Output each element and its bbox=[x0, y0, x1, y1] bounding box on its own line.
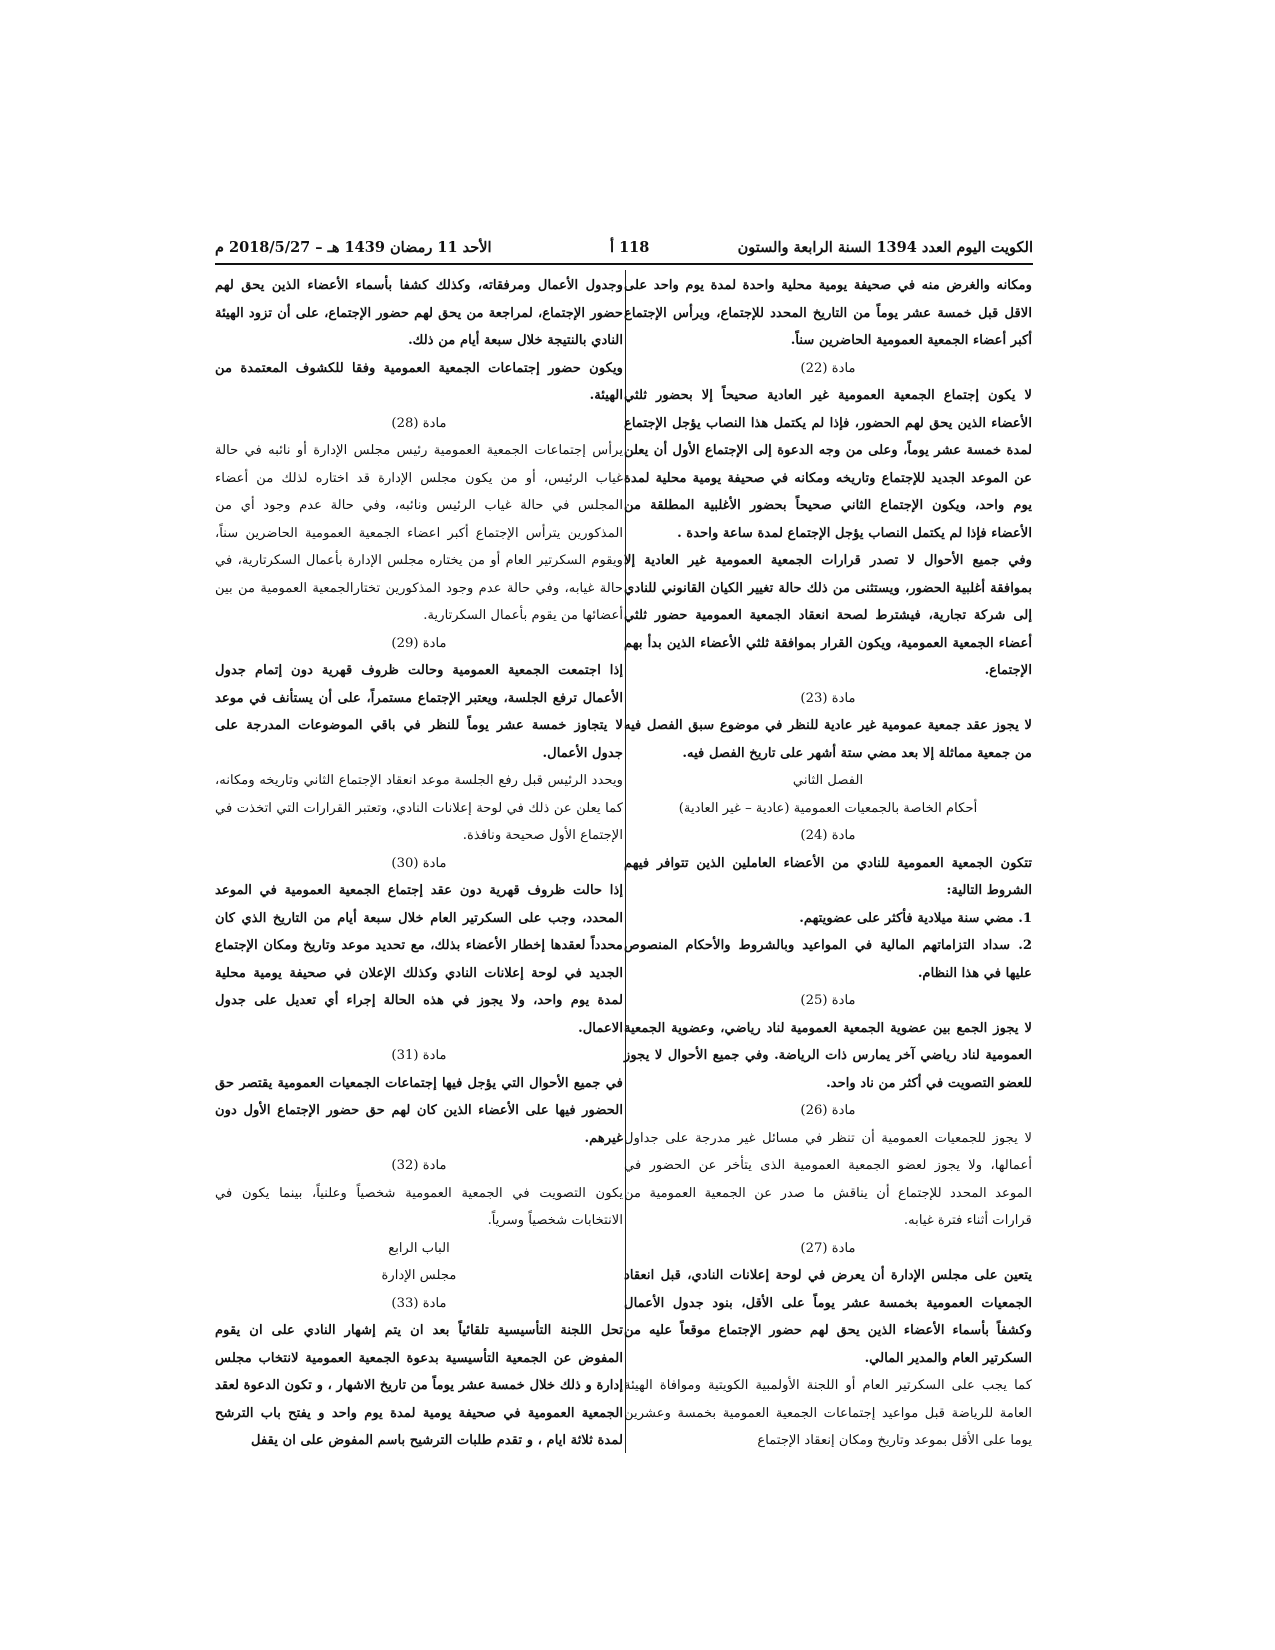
article-22-text: لا يكون إجتماع الجمعية العمومية غير العادية صحيحاً إلا بحضور ثلثي الأعضاء الذين يحق لهم الحضور، فإذا لم يكتمل هذا النصاب يؤجل الإجتماع لمدة خمسة عشر يوماً، وعلى من وجه الدعوة إلى الإجتماع الأول أن يعلن عن الموعد الجديد للإجتماع وتاريخه ومكانه في صحيفة يومية محلية لمدة يوم واحد، ويكون الإجتماع الثاني صحيحاً بحضور الأغلبية المطلقة من الأعضاء فإذا لم يكتمل النصاب يؤجل الإجتماع لمدة ساعة واحدة . bbox=[624, 388, 1032, 541]
article-heading-23: مادة (23) bbox=[800, 690, 856, 706]
article-33-text: تحل اللجنة التأسيسية تلقائياً بعد ان يتم إشهار النادي على ان يقوم المفوض عن الجمعية التأسيسية بدعوة الجمعية العمومية لانتخاب مجلس إدارة و ذلك خلال خمسة عشر يوماً من تاريخ الاشهار ، و تكون الدعوة لعقد الجمعية العمومية في صحيفة يومية لمدة يوم واحد و يفتح باب الترشح لمدة ثلاثة ايام ، و تقدم طلبات الترشيح باسم المفوض على ان يقفل bbox=[215, 1323, 623, 1448]
chapter-heading: الفصل الثاني bbox=[792, 773, 864, 788]
article-29-text: إذا اجتمعت الجمعية العمومية وحالت ظروف قهرية دون إتمام جدول الأعمال ترفع الجلسة، ويعتبر الإجتماع مستمراً، على أن يستأنف في موعد لا يتجاوز خمسة عشر يوماً للنظر في باقي الموضوعات المدرجة على جدول الأعمال. bbox=[215, 663, 623, 761]
page-header bbox=[215, 233, 1033, 265]
article-heading-24: مادة (24) bbox=[800, 828, 856, 843]
paragraph: وجدول الأعمال ومرفقاته، وكذلك كشفا بأسماء الأعضاء الذين يحق لهم حضور الإجتماع، لمراجعة من يحق لهم حضور الإجتماع، على أن تزود الهيئة النادي بالنتيجة خلال سبعة أيام من ذلك. bbox=[215, 278, 623, 348]
left-column bbox=[215, 272, 623, 1455]
publication-info: الكويت اليوم العدد 1394 السنة الرابعة والستون bbox=[737, 239, 1033, 256]
article-heading-22: مادة (22) bbox=[800, 360, 856, 376]
article-heading-27: مادة (27) bbox=[800, 1240, 856, 1256]
article-24-item-2: 2. سداد التزاماتهم المالية في المواعيد وبالشروط والأحكام المنصوص عليها في هذا النظام. bbox=[624, 938, 1032, 981]
article-heading-31: مادة (31) bbox=[391, 1048, 447, 1063]
part-title: مجلس الإدارة bbox=[381, 1268, 457, 1283]
article-23-text: لا يجوز عقد جمعية عمومية غير عادية للنظر في موضوع سبق الفصل فيه من جمعية مماثلة إلا بعد مضي ستة أشهر على تاريخ الفصل فيه. bbox=[624, 718, 1032, 761]
article-heading-32: مادة (32) bbox=[391, 1158, 447, 1173]
article-25-text: لا يجوز الجمع بين عضوية الجمعية العمومية لناد رياضي، وعضوية الجمعية العمومية لناد رياضي آخر يمارس ذات الرياضة. وفي جميع الأحوال لا يجوز للعضو التصويت في أكثر من ناد واحد. bbox=[624, 1020, 1032, 1091]
article-heading-26: مادة (26) bbox=[800, 1103, 856, 1118]
article-32-text: يكون التصويت في الجمعية العمومية شخصياً وعلنياً، بينما يكون في الانتخابات شخصياً وسرياً. bbox=[215, 1185, 623, 1228]
article-22-text-2: وفي جميع الأحوال لا تصدر قرارات الجمعية العمومية غير العادية إلا بموافقة أغلبية الحضور، ويستثنى من ذلك حالة تغيير الكيان القانوني للنادي إلى شركة تجارية، فيشترط لصحة انعقاد الجمعية العمومية حضور ثلثي أعضاء الجمعية العمومية، ويكون القرار بموافقة ثلثي الأعضاء الذين بدأ بهم الإجتماع. bbox=[624, 553, 1032, 678]
article-31-text: في جميع الأحوال التي يؤجل فيها إجتماعات الجمعيات العمومية يقتصر حق الحضور فيها على الأعضاء الذين كان لهم حق حضور الإجتماع الأول دون غيرهم. bbox=[215, 1075, 623, 1146]
right-column bbox=[624, 272, 1032, 1455]
header-rule bbox=[215, 263, 1033, 265]
article-24-text: تتكون الجمعية العمومية للنادي من الأعضاء العاملين الذين تتوافر فيهم الشروط التالية: bbox=[624, 855, 1032, 898]
part-heading: الباب الرابع bbox=[388, 1240, 450, 1256]
article-heading-25: مادة (25) bbox=[800, 993, 856, 1008]
article-30-text: إذا حالت ظروف قهرية دون عقد إجتماع الجمعية العمومية في الموعد المحدد، وجب على السكرتير العام خلال سبعة أيام من التاريخ الذي كان محدداً لعقدها إخطار الأعضاء بذلك، مع تحديد موعد وتاريخ ومكان الإجتماع الجديد في لوحة إعلانات النادي وكذلك الإعلان في صحيفة يومية محلية لمدة يوم واحد، ولا يجوز في هذه الحالة إجراء أي تعديل على جدول الاعمال. bbox=[215, 883, 623, 1036]
article-heading-33: مادة (33) bbox=[391, 1295, 447, 1311]
article-26-text: لا يجوز للجمعيات العمومية أن تنظر في مسائل غير مدرجة على جداول أعمالها، ولا يجوز لعضو الجمعية العمومية الذى يتأخر عن الحضور في الموعد المحدد للإجتماع أن يناقش ما صدر عن الجمعية العمومية من قرارات أثناء فترة غيابه. bbox=[624, 1130, 1032, 1228]
article-24-item-1: 1. مضي سنة ميلادية فأكثر على عضويتهم. bbox=[799, 910, 1032, 926]
page-number: 118 أ bbox=[610, 239, 650, 256]
chapter-title: أحكام الخاصة بالجمعيات العمومية (عادية – غير العادية) bbox=[678, 800, 978, 816]
article-27-text-2: كما يجب على السكرتير العام أو اللجنة الأولمبية الكويتية وموافاة الهيئة العامة للرياضة قبل مواعيد إجتماعات الجمعية العمومية بخمسة وعشرين يوما على الأقل بموعد وتاريخ ومكان إنعقاد الإجتماع bbox=[624, 1378, 1032, 1448]
article-27-text: يتعين على مجلس الإدارة أن يعرض في لوحة إعلانات النادي، قبل انعقاد الجمعيات العمومية بخمسة عشر يوماً على الأقل، بنود جدول الأعمال وكشفاً بأسماء الأعضاء الذين يحق لهم حضور الإجتماع موقعاً عليه من السكرتير العام والمدير المالي. bbox=[624, 1268, 1032, 1366]
article-heading-28: مادة (28) bbox=[391, 415, 447, 431]
article-29-text-2: ويحدد الرئيس قبل رفع الجلسة موعد انعقاد الإجتماع الثاني وتاريخه ومكانه، كما يعلن عن ذلك في لوحة إعلانات النادي، وتعتبر القرارات التي اتخذت في الإجتماع الأول صحيحة ونافذة. bbox=[215, 773, 623, 843]
paragraph: ومكانه والغرض منه في صحيفة يومية محلية واحدة لمدة يوم واحد على الاقل قبل خمسة عشر يوماً من التاريخ المحدد للإجتماع، ويرأس الإجتماع أكبر أعضاء الجمعية العمومية الحاضرين سناً. bbox=[624, 278, 1032, 348]
article-heading-29: مادة (29) bbox=[391, 635, 447, 651]
article-28-text: يرأس إجتماعات الجمعية العمومية رئيس مجلس الإدارة أو نائبه في حالة غياب الرئيس، أو من يكون مجلس الإدارة قد اختاره لذلك من أعضاء المجلس في حالة غياب الرئيس ونائبه، وفي حالة عدم وجود أي من المذكورين يترأس الإجتماع أكبر اعضاء الجمعية العمومية الحاضرين سناً، ويقوم السكرتير العام أو من يختاره مجلس الإدارة بأعمال السكرتارية، في حالة غيابه، وفي حالة عدم وجود المذكورين تختارالجمعية العمومية من بين أعضائها من يقوم بأعمال السكرتارية. bbox=[215, 443, 623, 623]
issue-date: الأحد 11 رمضان 1439 هـ – 2018/5/27 م bbox=[215, 239, 492, 256]
paragraph-2: ويكون حضور إجتماعات الجمعية العمومية وفقا للكشوف المعتمدة من الهيئة. bbox=[215, 360, 623, 403]
article-heading-30: مادة (30) bbox=[391, 855, 447, 871]
